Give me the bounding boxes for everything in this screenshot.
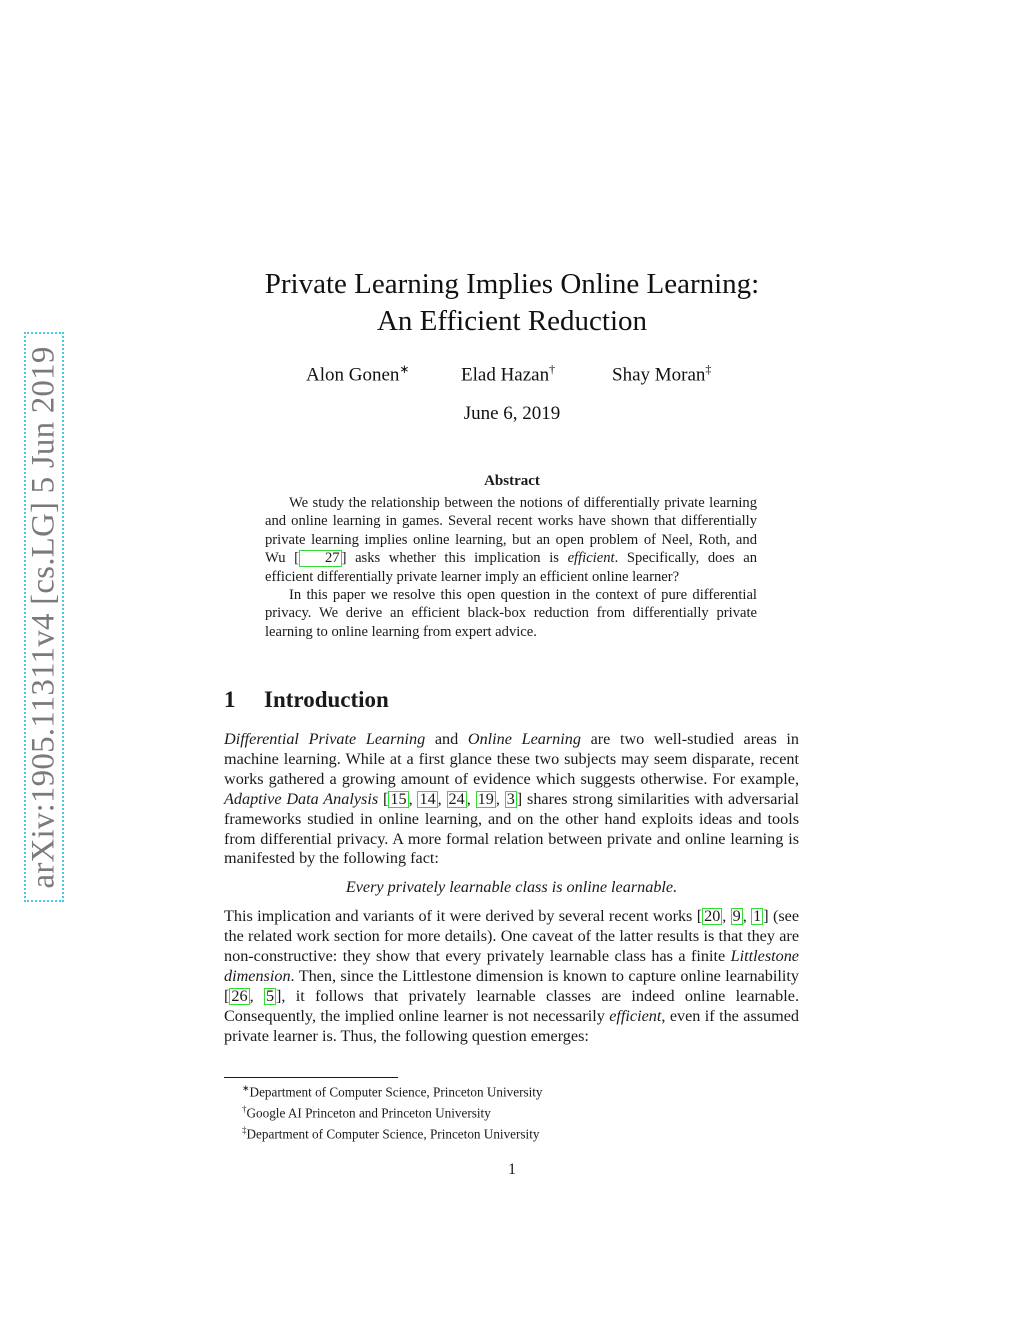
abstract-paragraph-1: We study the relationship between the notions of differentially private learning and online learning in games. Several recent works have shown that differentially private learning implies online learning, but an open problem of Neel, Roth, and Wu [ 27 ] asks whether this implication is efficient. Specifically, does an efficient differentially private learner imply an efficient online learner? <box>265 495 757 585</box>
intro-paragraph-1: Differential Private Learning and Online Learning are two well-studied areas in machine learning. While at a first glance these two subjects may seem disparate, recent works gathered a growing amount of evidence which suggests otherwise. For example, Adaptive Data Analysis [ 15 , 14 , 24 , 19 , 3 ] shares strong similarities with adversarial frameworks studied in online learning, and on the other hand exploits ideas and tools from differential privacy. A more formal relation between private and online learning is manifested by the following fact: <box>224 730 800 868</box>
section-heading <box>224 687 389 713</box>
footnotes <box>242 1080 543 1143</box>
citation-link[interactable]: 14 <box>419 789 436 808</box>
citation-link[interactable]: 3 <box>506 789 515 808</box>
section-number: 1 <box>224 687 236 712</box>
footnote-1: ∗Department of Computer Science, Princeton University <box>242 1083 543 1100</box>
author-list <box>0 362 1024 388</box>
abstract-heading: Abstract <box>484 473 540 489</box>
author-1: Alon Gonen∗ <box>306 362 410 386</box>
footnote-2: †Google AI Princeton and Princeton University <box>242 1103 491 1121</box>
publication-date: June 6, 2019 <box>463 403 561 424</box>
paper-title <box>200 266 824 340</box>
abstract-body <box>265 494 757 641</box>
citation-link[interactable]: 19 <box>477 789 494 808</box>
highlighted-statement: Every privately learnable class is online learnable. <box>345 878 678 897</box>
citation-link[interactable]: 26 <box>231 986 248 1005</box>
citation-link[interactable]: 5 <box>265 986 275 1005</box>
citation-link[interactable]: 20 <box>704 907 721 926</box>
title-line-1: Private Learning Implies Online Learning: <box>264 268 760 300</box>
arxiv-identifier-text: arXiv:1905.11311v4 [cs.LG] 5 Jun 2019 <box>25 345 62 889</box>
abstract-paragraph-2: In this paper we resolve this open question in the context of pure differential privacy. We derive an efficient black-box reduction from differentially private learning to online learning from expert advice. <box>265 587 757 640</box>
citation-link[interactable]: 15 <box>390 789 407 808</box>
footnote-3: ‡Department of Computer Science, Princeton University <box>242 1124 540 1142</box>
page-number: 1 <box>508 1161 516 1178</box>
introduction-text <box>224 730 799 1047</box>
author-2: Elad Hazan† <box>461 362 556 386</box>
footnote-divider <box>224 1077 398 1078</box>
title-line-2: An Efficient Reduction <box>376 305 648 337</box>
section-title: Introduction <box>264 687 389 712</box>
citation-link[interactable]: 1 <box>753 907 762 926</box>
intro-paragraph-2: This implication and variants of it were derived by several recent works [ 20 , 9 , 1 ] (see the related work section for more details). One caveat of the latter results is that they are non-constructive: they show that every privately learnable class has a finite Littlestone dimension. Then, since the Littlestone dimension is known to capture online learnability [ 26 , 5 ], it follows that privately learnable classes are indeed online learnable. Consequently, the implied online learner is not necessarily efficient, even if the assumed private learner is. Thus, the following question emerges: <box>224 907 800 1045</box>
citation-link[interactable]: 24 <box>448 789 465 808</box>
author-3: Shay Moran‡ <box>612 362 712 386</box>
citation-link[interactable]: 9 <box>732 907 741 926</box>
citation-link[interactable]: 27 <box>299 550 342 567</box>
